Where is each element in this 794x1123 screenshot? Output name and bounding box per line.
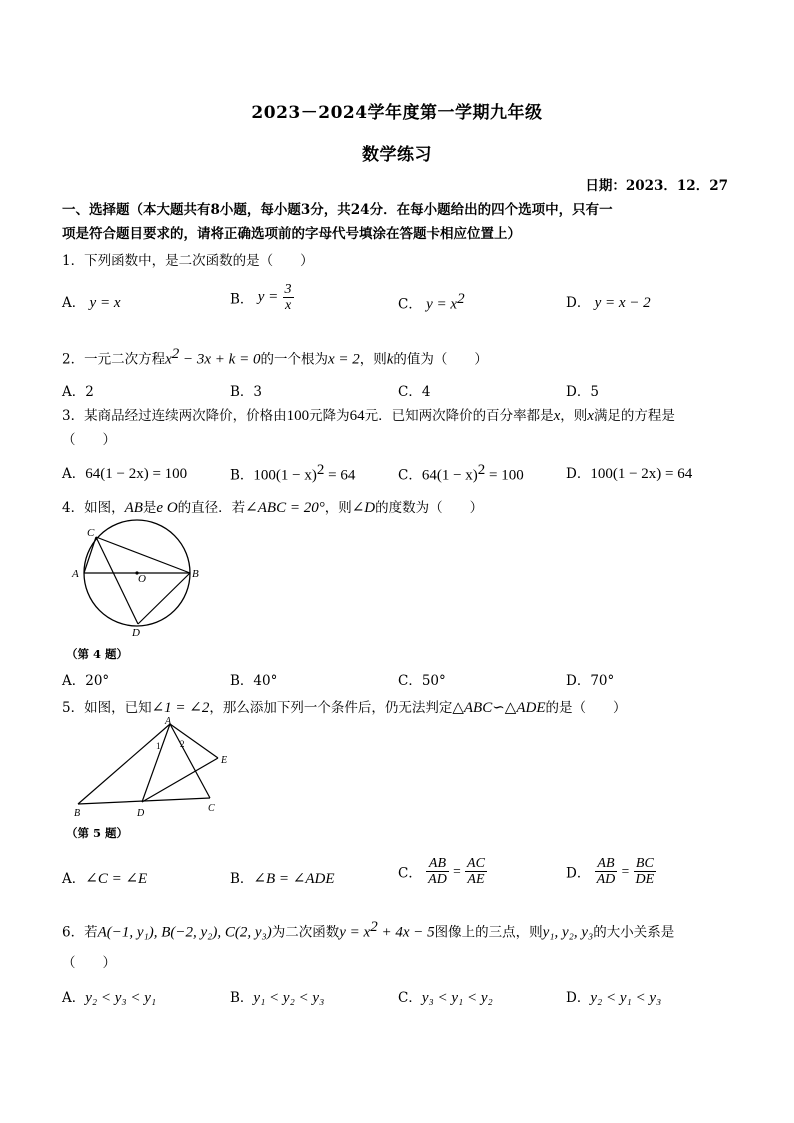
q5-expr-a: ∠C = ∠E xyxy=(85,871,148,887)
q4-caption: （第 4 题） xyxy=(66,647,129,661)
q5-caption: （第 5 题） xyxy=(66,826,129,840)
q3-text-a: 3．某商品经过连续两次降价，价格由 xyxy=(62,408,287,424)
q5-stem xyxy=(62,696,627,717)
option-letter: B． xyxy=(230,871,254,887)
option-letter: C． xyxy=(398,865,422,882)
q4-ab: AB xyxy=(124,500,143,516)
q5-fraction-d-left xyxy=(595,856,618,887)
q5-fraction-d-right xyxy=(634,856,657,887)
option-letter: C． xyxy=(398,296,422,313)
label-c: C xyxy=(87,527,95,539)
q4-post: 的度数为（ ） xyxy=(375,500,484,516)
label-a: A xyxy=(72,568,79,580)
q3-x: x xyxy=(553,408,561,424)
fraction-denominator: x xyxy=(284,298,292,313)
label-c: C xyxy=(208,803,215,814)
q3-stem-line1 xyxy=(62,404,675,425)
q2-post2: 的值为（ ） xyxy=(393,351,488,368)
q4-option-c: C．50° xyxy=(398,673,446,689)
q3-stem-line2: （ ） xyxy=(62,432,116,448)
label-d: D xyxy=(132,627,140,639)
q2-option-d: D．5 xyxy=(566,384,599,400)
q1-expr-c: y = x xyxy=(426,296,458,313)
equals-sign: = xyxy=(453,863,461,879)
exponent: 2 xyxy=(370,919,378,935)
q5-option-a xyxy=(62,867,147,888)
segment-ae xyxy=(170,724,218,758)
q3-x: x xyxy=(587,408,594,424)
q4-option-d: D．70° xyxy=(566,673,615,689)
q6-func-a: y = x xyxy=(339,924,371,941)
q6-option-c xyxy=(398,986,493,1007)
q6-mid2: 图像上的三点，则 xyxy=(434,924,543,941)
q5-sim: △ABC∽△ADE xyxy=(452,700,546,716)
q4-figure xyxy=(62,518,212,642)
q6-option-d xyxy=(566,986,661,1007)
option-letter: C． xyxy=(398,990,422,1006)
q2-stem xyxy=(62,346,488,369)
exponent: 2 xyxy=(171,346,180,362)
exponent: 2 xyxy=(457,291,465,307)
fraction-numerator: 3 xyxy=(284,282,292,297)
q1-option-c xyxy=(398,291,465,314)
q2-eq-var: x xyxy=(165,351,172,368)
q3-option-d xyxy=(566,462,692,483)
side-ac xyxy=(170,724,210,798)
label-a: A xyxy=(165,716,172,727)
q3-expr-b: 100(1 − x) xyxy=(253,467,317,484)
q6-option-a xyxy=(62,986,156,1007)
q5-option-c xyxy=(398,856,487,887)
q6-ys: y₁, y₂, y₃ xyxy=(542,924,594,941)
q6-stem-line2: （ ） xyxy=(62,955,116,971)
q5-fraction-c-left xyxy=(426,856,449,887)
q1-expr-a: y = x xyxy=(89,295,121,311)
label-angle-2: 2 xyxy=(180,739,185,749)
label-e: E xyxy=(221,755,228,766)
label-d: D xyxy=(137,808,145,819)
q3-expr-a: 64(1 − 2x) = 100 xyxy=(85,466,188,482)
q6-func-b: + 4x − 5 xyxy=(377,924,435,941)
q1-expr-b: y = xyxy=(257,289,279,305)
option-letter: D． xyxy=(566,295,591,311)
q3-expr-b-rest: = 64 xyxy=(324,467,356,484)
section-heading-line1: 一、选择题（本大题共有8小题，每小题3分，共24分．在每小题给出的四个选项中，只有一 xyxy=(62,202,613,218)
q4-option-a: A．20° xyxy=(62,673,110,689)
q6-expr-c: y₃ < y₁ < y₂ xyxy=(421,990,493,1006)
label-o: O xyxy=(138,573,146,585)
q5-mid: ，那么添加下列一个条件后，仍无法判定 xyxy=(209,700,453,716)
q3-expr-d: 100(1 − 2x) = 64 xyxy=(590,466,693,482)
q6-pre: 6．若 xyxy=(62,924,98,941)
q3-text-b: 元降为 xyxy=(309,408,350,424)
q5-fraction-c-right xyxy=(465,856,487,887)
q4-mid2: 的直径．若 xyxy=(177,500,246,516)
q3-num-100: 100 xyxy=(286,408,310,424)
q4-angle-d: ∠D xyxy=(351,500,376,516)
fraction-numerator: BC xyxy=(634,856,657,872)
q3-option-b xyxy=(230,462,355,485)
q5-expr-b: ∠B = ∠ADE xyxy=(253,871,335,887)
option-letter: A． xyxy=(62,871,86,887)
q4-option-b: B．40° xyxy=(230,673,278,689)
q6-expr-d: y₂ < y₁ < y₃ xyxy=(590,990,662,1006)
q5-pre: 5．如图，已知 xyxy=(62,700,152,716)
q2-pre: 2．一元二次方程 xyxy=(62,351,166,368)
q6-expr-a: y₂ < y₃ < y₁ xyxy=(85,990,157,1006)
q5-option-d xyxy=(566,856,656,887)
q6-mid: 为二次函数 xyxy=(271,924,340,941)
q1-fraction-b xyxy=(283,282,294,313)
fraction-denominator: AD xyxy=(428,872,447,887)
option-letter: A． xyxy=(62,466,86,482)
option-letter: B． xyxy=(230,291,254,308)
q4-mid1: 是 xyxy=(142,500,157,516)
q1-option-a xyxy=(62,291,120,312)
option-letter: D． xyxy=(566,865,591,882)
q4-angle: ∠ABC = 20° xyxy=(245,500,325,516)
fraction-denominator: DE xyxy=(635,872,655,887)
q1-expr-d: y = x − 2 xyxy=(594,295,651,311)
q4-mid3: ，则 xyxy=(324,500,352,516)
q4-pre: 4．如图， xyxy=(62,500,125,516)
label-angle-1: 1 xyxy=(156,741,161,751)
q4-circle: e O xyxy=(156,500,178,516)
q5-figure xyxy=(62,716,242,820)
q1-option-b xyxy=(230,282,294,313)
fraction-numerator: AC xyxy=(467,856,485,871)
q5-option-b xyxy=(230,867,335,888)
q1-option-d xyxy=(566,291,651,312)
section-heading-line2: 项是符合题目要求的，请将正确选项前的字母代号填涂在答题卡相应位置上） xyxy=(62,226,521,242)
exponent: 2 xyxy=(316,462,325,478)
q3-option-a xyxy=(62,462,187,483)
q2-option-a: A．2 xyxy=(62,384,94,400)
exam-title: 2023－2024学年度第一学期九年级 xyxy=(251,103,543,123)
q3-expr-c-rest: = 100 xyxy=(485,467,524,484)
option-letter: D． xyxy=(566,466,591,482)
q6-stem xyxy=(62,919,674,942)
q2-root: x = 2 xyxy=(327,351,360,368)
exam-subtitle: 数学练习 xyxy=(362,145,432,165)
q3-expr-c: 64(1 − x) xyxy=(421,467,478,484)
q3-option-c xyxy=(398,462,524,485)
q4-stem xyxy=(62,496,483,517)
option-letter: B． xyxy=(230,467,254,484)
q2-eq-rest: − 3x + k = 0 xyxy=(179,351,261,368)
segment-de xyxy=(142,758,218,802)
q6-expr-b: y₁ < y₂ < y₃ xyxy=(253,990,325,1006)
q2-option-b: B．3 xyxy=(230,384,263,400)
option-letter: B． xyxy=(230,990,254,1006)
fraction-numerator: AB xyxy=(426,856,449,872)
q2-mid: 的一个根为 xyxy=(260,351,328,368)
chord-cb xyxy=(96,537,190,573)
label-b: B xyxy=(192,568,199,580)
q2-option-c: C．4 xyxy=(398,384,431,400)
q6-option-b xyxy=(230,986,324,1007)
equals-sign: = xyxy=(621,863,630,879)
chord-ca xyxy=(84,537,96,573)
q3-text-d: ，则 xyxy=(560,408,588,424)
label-b: B xyxy=(74,808,81,819)
q2-k: k xyxy=(386,351,394,368)
q3-text-c: 元．已知两次降价的百分率都是 xyxy=(364,408,554,424)
fraction-denominator: AD xyxy=(596,872,616,887)
option-letter: A． xyxy=(62,990,86,1006)
q5-post: 的是（ ） xyxy=(545,700,627,716)
option-letter: D． xyxy=(566,990,591,1006)
q3-num-64: 64 xyxy=(349,408,365,424)
exponent: 2 xyxy=(477,462,486,478)
fraction-numerator: AB xyxy=(595,856,618,872)
fraction-denominator: AE xyxy=(467,872,485,887)
option-letter: C． xyxy=(398,467,422,484)
q3-text-e: 满足的方程是 xyxy=(593,408,675,424)
q2-post1: ，则 xyxy=(359,351,387,368)
q6-points: A(−1, y₁), B(−2, y₂), C(2, y₃) xyxy=(97,924,272,941)
exam-date: 日期：2023．12．27 xyxy=(585,178,728,194)
q1-stem: 1．下列函数中，是二次函数的是（ ） xyxy=(62,253,314,269)
q6-post: 的大小关系是 xyxy=(593,924,675,941)
q5-eq: ∠1 = ∠2 xyxy=(151,700,210,716)
option-letter: A． xyxy=(62,295,86,311)
